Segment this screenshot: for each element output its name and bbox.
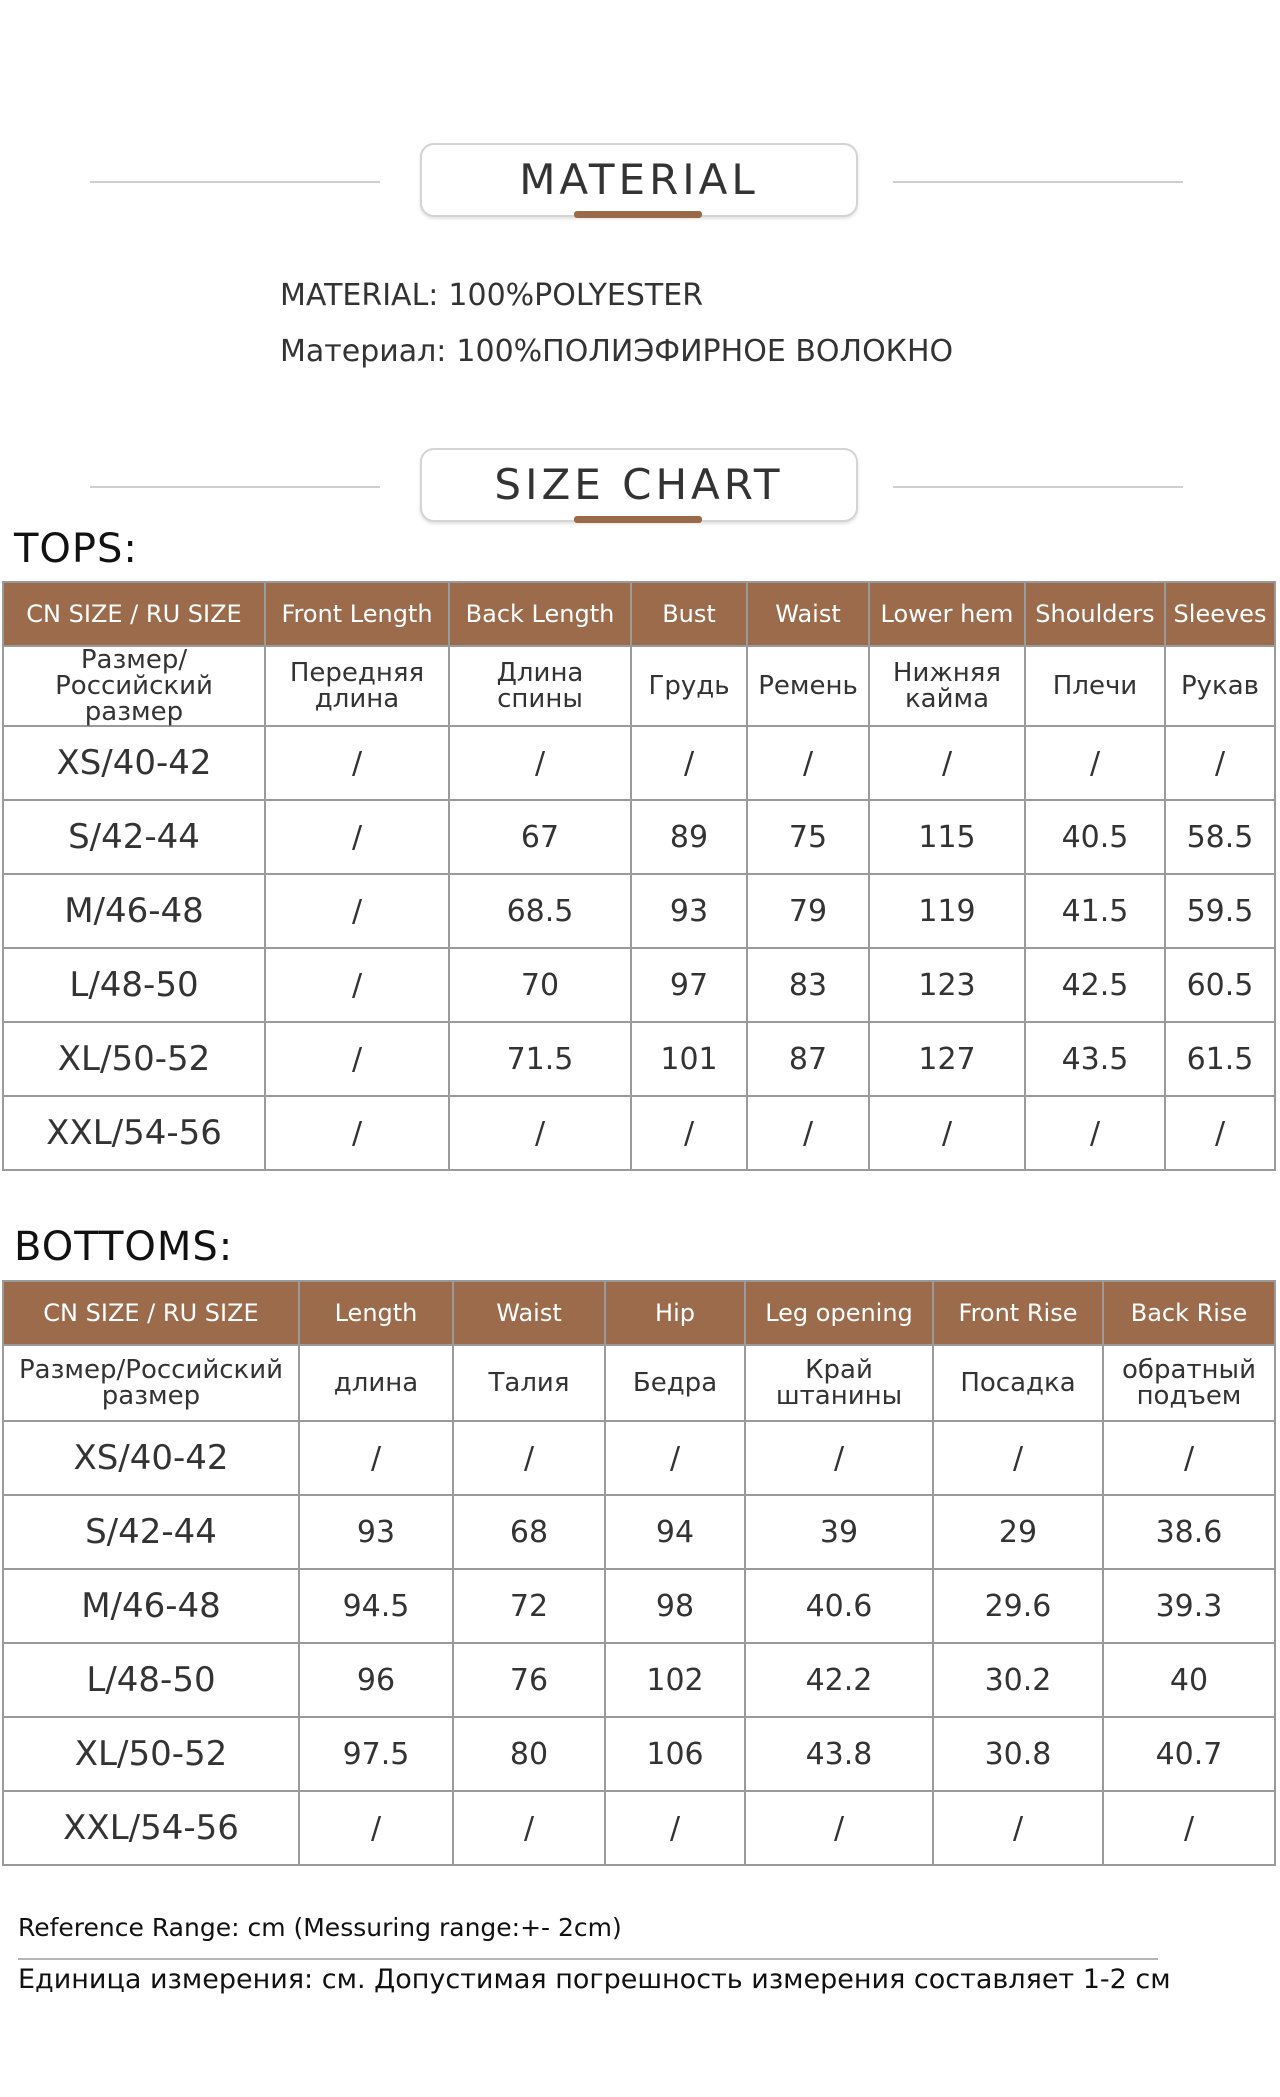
tops-title: TOPS:	[14, 526, 138, 572]
measure-cell: /	[453, 1421, 605, 1495]
tops-size-table	[2, 581, 1276, 1171]
measure-cell: 71.5	[449, 1022, 631, 1096]
column-header-ru: Нижняя кайма	[869, 646, 1025, 726]
size-chart-section-header	[0, 448, 1280, 528]
column-header: Leg opening	[745, 1281, 933, 1345]
measure-cell: /	[265, 1022, 449, 1096]
measure-cell: /	[1025, 1096, 1165, 1170]
column-header-ru: Длина спины	[449, 646, 631, 726]
size-cell: XL/50-52	[3, 1717, 299, 1791]
measure-cell: /	[265, 800, 449, 874]
column-header-ru: длина	[299, 1345, 453, 1421]
column-header-ru: Передняя длина	[265, 646, 449, 726]
measure-cell: /	[299, 1421, 453, 1495]
size-chart-heading-badge	[420, 448, 858, 522]
measure-cell: /	[747, 1096, 869, 1170]
column-header: Waist	[747, 582, 869, 646]
measure-cell: 67	[449, 800, 631, 874]
table-row	[3, 1791, 1275, 1865]
measure-cell: 72	[453, 1569, 605, 1643]
measure-cell: 60.5	[1165, 948, 1275, 1022]
measure-cell: /	[265, 948, 449, 1022]
measure-cell: /	[631, 726, 747, 800]
measure-cell: 75	[747, 800, 869, 874]
measure-cell: /	[1103, 1421, 1275, 1495]
heading-accent-bar	[574, 516, 702, 523]
bottoms-header-row-en	[3, 1281, 1275, 1345]
size-chart-heading: SIZE CHART	[494, 460, 784, 509]
table-row	[3, 1569, 1275, 1643]
measure-cell: 76	[453, 1643, 605, 1717]
measure-cell: 97.5	[299, 1717, 453, 1791]
measure-cell: 80	[453, 1717, 605, 1791]
column-header-ru: Талия	[453, 1345, 605, 1421]
size-cell: XXL/54-56	[3, 1096, 265, 1170]
measure-cell: 83	[747, 948, 869, 1022]
bottoms-title: BOTTOMS:	[14, 1224, 234, 1270]
size-cell: L/48-50	[3, 948, 265, 1022]
footer-divider	[18, 1958, 1158, 1960]
table-row	[3, 948, 1275, 1022]
column-header: Waist	[453, 1281, 605, 1345]
column-header-ru: Размер/Российский размер	[3, 646, 265, 726]
bottoms-header-row-ru	[3, 1345, 1275, 1421]
table-row	[3, 1495, 1275, 1569]
measure-cell: /	[869, 726, 1025, 800]
measure-cell: /	[605, 1791, 745, 1865]
measure-cell: 59.5	[1165, 874, 1275, 948]
column-header: Back Length	[449, 582, 631, 646]
material-info	[280, 268, 953, 380]
table-row	[3, 1717, 1275, 1791]
table-row	[3, 1643, 1275, 1717]
measure-cell: /	[299, 1791, 453, 1865]
column-header-ru: Бедра	[605, 1345, 745, 1421]
measure-cell: 89	[631, 800, 747, 874]
column-header: Bust	[631, 582, 747, 646]
measure-cell: /	[1165, 1096, 1275, 1170]
size-cell: XL/50-52	[3, 1022, 265, 1096]
measure-cell: /	[265, 1096, 449, 1170]
reference-range-note-ru: Единица измерения: см. Допустимая погрешность измерения составляет 1-2 см	[18, 1964, 1171, 1995]
heading-accent-bar	[574, 211, 702, 218]
measure-cell: /	[265, 726, 449, 800]
material-value-ru: 100%ПОЛИЭФИРНОЕ ВОЛОКНО	[456, 334, 954, 369]
material-label-en: MATERIAL:	[280, 278, 439, 313]
measure-cell: 93	[631, 874, 747, 948]
table-row	[3, 726, 1275, 800]
table-row	[3, 874, 1275, 948]
size-cell: M/46-48	[3, 874, 265, 948]
measure-cell: /	[933, 1791, 1103, 1865]
divider-right	[893, 486, 1183, 488]
size-cell: XS/40-42	[3, 1421, 299, 1495]
measure-cell: 94	[605, 1495, 745, 1569]
column-header-ru: Грудь	[631, 646, 747, 726]
divider-left	[90, 181, 380, 183]
measure-cell: 101	[631, 1022, 747, 1096]
measure-cell: 127	[869, 1022, 1025, 1096]
measure-cell: /	[745, 1791, 933, 1865]
column-header-ru: Посадка	[933, 1345, 1103, 1421]
tops-header-row-ru	[3, 646, 1275, 726]
table-row	[3, 1022, 1275, 1096]
measure-cell: 41.5	[1025, 874, 1165, 948]
divider-right	[893, 181, 1183, 183]
measure-cell: /	[265, 874, 449, 948]
measure-cell: /	[605, 1421, 745, 1495]
measure-cell: 39	[745, 1495, 933, 1569]
measure-cell: 119	[869, 874, 1025, 948]
measure-cell: /	[869, 1096, 1025, 1170]
column-header: CN SIZE / RU SIZE	[3, 1281, 299, 1345]
measure-cell: 87	[747, 1022, 869, 1096]
measure-cell: 39.3	[1103, 1569, 1275, 1643]
material-line-ru	[280, 324, 953, 380]
measure-cell: 61.5	[1165, 1022, 1275, 1096]
material-heading: MATERIAL	[519, 155, 759, 204]
measure-cell: /	[449, 726, 631, 800]
column-header: Hip	[605, 1281, 745, 1345]
column-header: Lower hem	[869, 582, 1025, 646]
measure-cell: /	[1025, 726, 1165, 800]
measure-cell: 42.5	[1025, 948, 1165, 1022]
column-header: Length	[299, 1281, 453, 1345]
measure-cell: 38.6	[1103, 1495, 1275, 1569]
measure-cell: 42.2	[745, 1643, 933, 1717]
measure-cell: 43.5	[1025, 1022, 1165, 1096]
measure-cell: 58.5	[1165, 800, 1275, 874]
measure-cell: /	[745, 1421, 933, 1495]
measure-cell: 40	[1103, 1643, 1275, 1717]
measure-cell: 79	[747, 874, 869, 948]
column-header-ru: Ремень	[747, 646, 869, 726]
measure-cell: 123	[869, 948, 1025, 1022]
measure-cell: /	[449, 1096, 631, 1170]
measure-cell: 93	[299, 1495, 453, 1569]
measure-cell: 68	[453, 1495, 605, 1569]
measure-cell: /	[747, 726, 869, 800]
divider-left	[90, 486, 380, 488]
column-header: Shoulders	[1025, 582, 1165, 646]
measure-cell: 40.6	[745, 1569, 933, 1643]
measure-cell: 102	[605, 1643, 745, 1717]
table-row	[3, 1096, 1275, 1170]
measure-cell: 30.8	[933, 1717, 1103, 1791]
measure-cell: 97	[631, 948, 747, 1022]
size-cell: XXL/54-56	[3, 1791, 299, 1865]
column-header: Sleeves	[1165, 582, 1275, 646]
measure-cell: 29	[933, 1495, 1103, 1569]
measure-cell: /	[453, 1791, 605, 1865]
column-header: Front Rise	[933, 1281, 1103, 1345]
measure-cell: 40.5	[1025, 800, 1165, 874]
table-row	[3, 1421, 1275, 1495]
column-header-ru: Размер/Российский размер	[3, 1345, 299, 1421]
column-header-ru: Рукав	[1165, 646, 1275, 726]
measure-cell: /	[631, 1096, 747, 1170]
column-header-ru: Плечи	[1025, 646, 1165, 726]
reference-range-note: Reference Range: cm (Messuring range:+- 2cm)	[18, 1913, 622, 1942]
column-header: CN SIZE / RU SIZE	[3, 582, 265, 646]
measure-cell: /	[933, 1421, 1103, 1495]
size-cell: S/42-44	[3, 800, 265, 874]
table-row	[3, 800, 1275, 874]
measure-cell: 68.5	[449, 874, 631, 948]
material-line-en	[280, 268, 953, 324]
size-cell: XS/40-42	[3, 726, 265, 800]
measure-cell: 98	[605, 1569, 745, 1643]
measure-cell: /	[1165, 726, 1275, 800]
column-header-ru: Край штанины	[745, 1345, 933, 1421]
column-header: Front Length	[265, 582, 449, 646]
column-header: Back Rise	[1103, 1281, 1275, 1345]
bottoms-size-table	[2, 1280, 1276, 1866]
measure-cell: 29.6	[933, 1569, 1103, 1643]
measure-cell: 106	[605, 1717, 745, 1791]
material-heading-badge	[420, 143, 858, 217]
material-label-ru: Материал:	[280, 334, 447, 369]
tops-header-row-en	[3, 582, 1275, 646]
measure-cell: 30.2	[933, 1643, 1103, 1717]
material-section-header	[0, 143, 1280, 223]
size-cell: L/48-50	[3, 1643, 299, 1717]
measure-cell: 96	[299, 1643, 453, 1717]
size-cell: S/42-44	[3, 1495, 299, 1569]
measure-cell: 43.8	[745, 1717, 933, 1791]
measure-cell: 40.7	[1103, 1717, 1275, 1791]
measure-cell: 70	[449, 948, 631, 1022]
size-cell: M/46-48	[3, 1569, 299, 1643]
column-header-ru: обратный подъем	[1103, 1345, 1275, 1421]
measure-cell: /	[1103, 1791, 1275, 1865]
measure-cell: 115	[869, 800, 1025, 874]
measure-cell: 94.5	[299, 1569, 453, 1643]
material-value-en: 100%POLYESTER	[448, 278, 704, 313]
